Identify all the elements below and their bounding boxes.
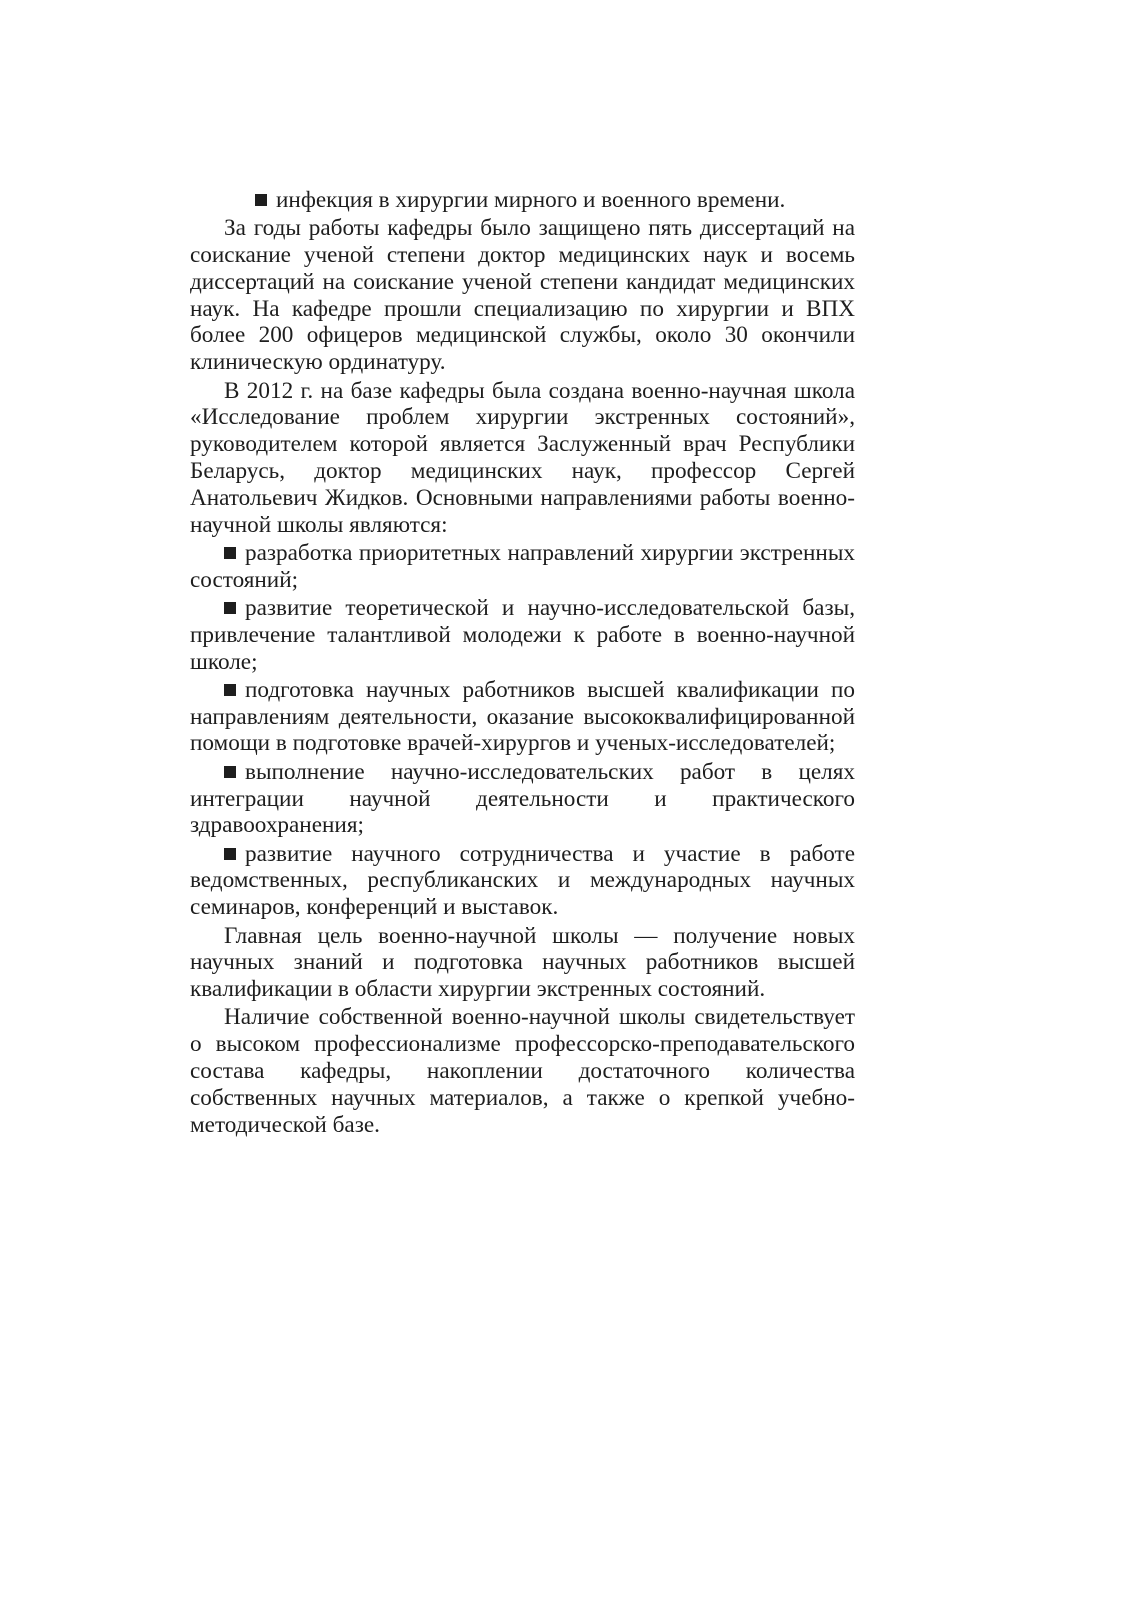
document-page xyxy=(190,187,855,1140)
square-bullet-icon xyxy=(224,848,236,860)
paragraph: Наличие собственной военно-научной школы свидетельствует о высоком профессионализме профессорско-преподавательского состава кафедры, накоплении достаточного количества собственных научных материалов, а также о крепкой учебно-методической базе. xyxy=(190,1004,855,1138)
square-bullet-icon xyxy=(224,684,236,696)
list-item xyxy=(190,841,855,921)
list-item xyxy=(190,677,855,757)
list-item-text: инфекция в хирургии мирного и военного времени. xyxy=(276,187,786,213)
list-item-text: развитие теоретической и научно-исследовательской базы, привлечение талантливой молодежи к работе в военно-научной школе; xyxy=(190,594,855,675)
square-bullet-icon xyxy=(224,547,236,559)
paragraph: В 2012 г. на базе кафедры была создана военно-научная школа «Исследование проблем хирургии экстренных состояний», руководителем которой является Заслуженный врач Республики Беларусь, доктор медицинских наук, профессор Сергей Анатольевич Жидков. Основными направлениями работы военно-научной школы являются: xyxy=(190,377,855,538)
paragraph: Главная цель военно-научной школы — получение новых научных знаний и подготовка научных работников высшей квалификации в области хирургии экстренных состояний. xyxy=(190,922,855,1003)
list-item xyxy=(190,595,855,675)
paragraph: За годы работы кафедры было защищено пять диссертаций на соискание ученой степени доктор медицинских наук и восемь диссертаций на соискание ученой степени кандидат медицинских наук. На кафедре прошли специализацию по хирургии и ВПХ более 200 офицеров медицинской службы, около 30 окончили клиническую ординатуру. xyxy=(190,215,855,376)
square-bullet-icon xyxy=(224,602,236,614)
list-item-text: выполнение научно-исследовательских работ в целях интеграции научной деятельности и практического здравоохранения; xyxy=(190,758,855,839)
list-item xyxy=(190,540,855,594)
square-bullet-icon xyxy=(224,766,236,778)
list-item-text: разработка приоритетных направлений хирургии экстренных состояний; xyxy=(190,539,855,593)
list-item xyxy=(190,759,855,839)
square-bullet-icon xyxy=(255,194,267,206)
list-item-text: развитие научного сотрудничества и участие в работе ведомственных, республиканских и международных научных семинаров, конференций и выставок. xyxy=(190,840,855,921)
list-item xyxy=(190,187,855,214)
list-item-text: подготовка научных работников высшей квалификации по направлениям деятельности, оказание высококвалифицированной помощи в подготовке врачей-хирургов и ученых-исследователей; xyxy=(190,676,855,757)
